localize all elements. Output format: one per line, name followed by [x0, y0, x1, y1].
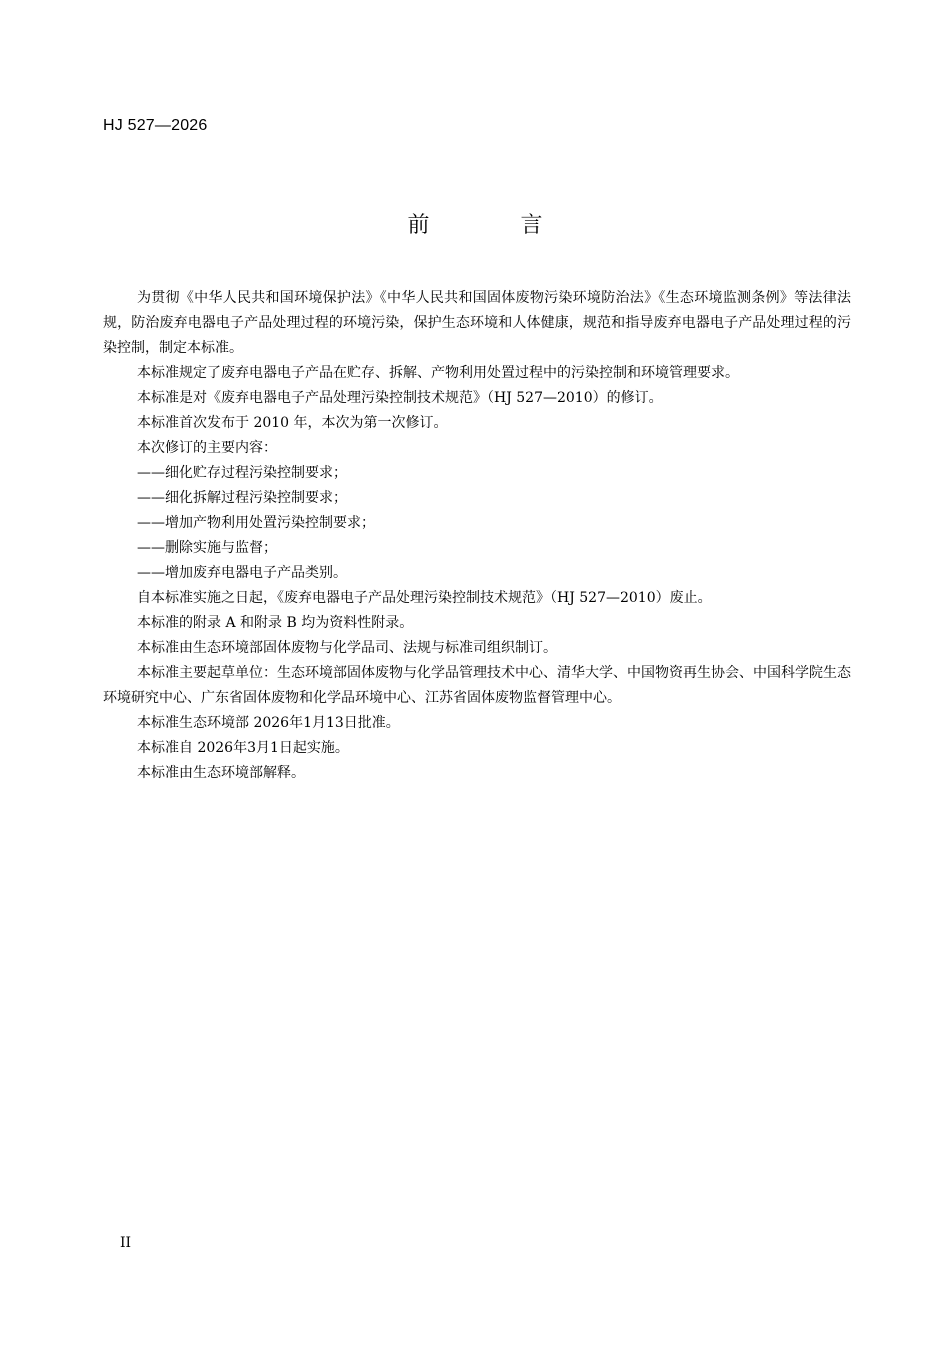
- paragraph-history: 本标准首次发布于 2010 年，本次为第一次修订。: [137, 415, 448, 431]
- preface-body: [103, 286, 851, 786]
- paragraph-scope: 本标准规定了废弃电器电子产品在贮存、拆解、产物利用处置过程中的污染控制和环境管理要求。: [137, 365, 739, 381]
- list-item: ——增加产物利用处置污染控制要求；: [137, 515, 375, 531]
- document-code: HJ 527—2026: [103, 117, 208, 134]
- list-item: ——细化拆解过程污染控制要求；: [137, 490, 347, 506]
- paragraph-organizer: 本标准由生态环境部固体废物与化学品司、法规与标准司组织制订。: [137, 640, 557, 656]
- paragraph-supersede: 自本标准实施之日起，《废弃电器电子产品处理污染控制技术规范》（HJ 527—2010）废止。: [137, 590, 712, 606]
- paragraph-purpose: 为贯彻《中华人民共和国环境保护法》《中华人民共和国固体废物污染环境防治法》《生态环境监测条例》等法律法规，防治废弃电器电子产品处理过程的环境污染，保护生态环境和人体健康，规范和指导废弃电器电子产品处理过程的污染控制，制定本标准。: [103, 290, 851, 356]
- paragraph-approval: 本标准生态环境部 2026年1月13日批准。: [137, 715, 400, 731]
- page-title: 前 言: [407, 213, 585, 238]
- paragraph-drafting-units: 本标准主要起草单位：生态环境部固体废物与化学品管理技术中心、清华大学、中国物资再生协会、中国科学院生态环境研究中心、广东省固体废物和化学品环境中心、江苏省固体废物监督管理中心。: [103, 665, 851, 706]
- paragraph-effective: 本标准自 2026年3月1日起实施。: [137, 740, 349, 756]
- list-item: ——删除实施与监督；: [137, 540, 277, 556]
- paragraph-revision: 本标准是对《废弃电器电子产品处理污染控制技术规范》（HJ 527—2010）的修订。: [137, 390, 663, 406]
- list-item: ——细化贮存过程污染控制要求；: [137, 465, 347, 481]
- paragraph-changes-intro: 本次修订的主要内容：: [137, 440, 277, 456]
- paragraph-interpretation: 本标准由生态环境部解释。: [137, 765, 305, 781]
- page-number: II: [120, 1235, 132, 1251]
- list-item: ——增加废弃电器电子产品类别。: [137, 565, 347, 581]
- paragraph-appendix: 本标准的附录 A 和附录 B 均为资料性附录。: [137, 615, 414, 631]
